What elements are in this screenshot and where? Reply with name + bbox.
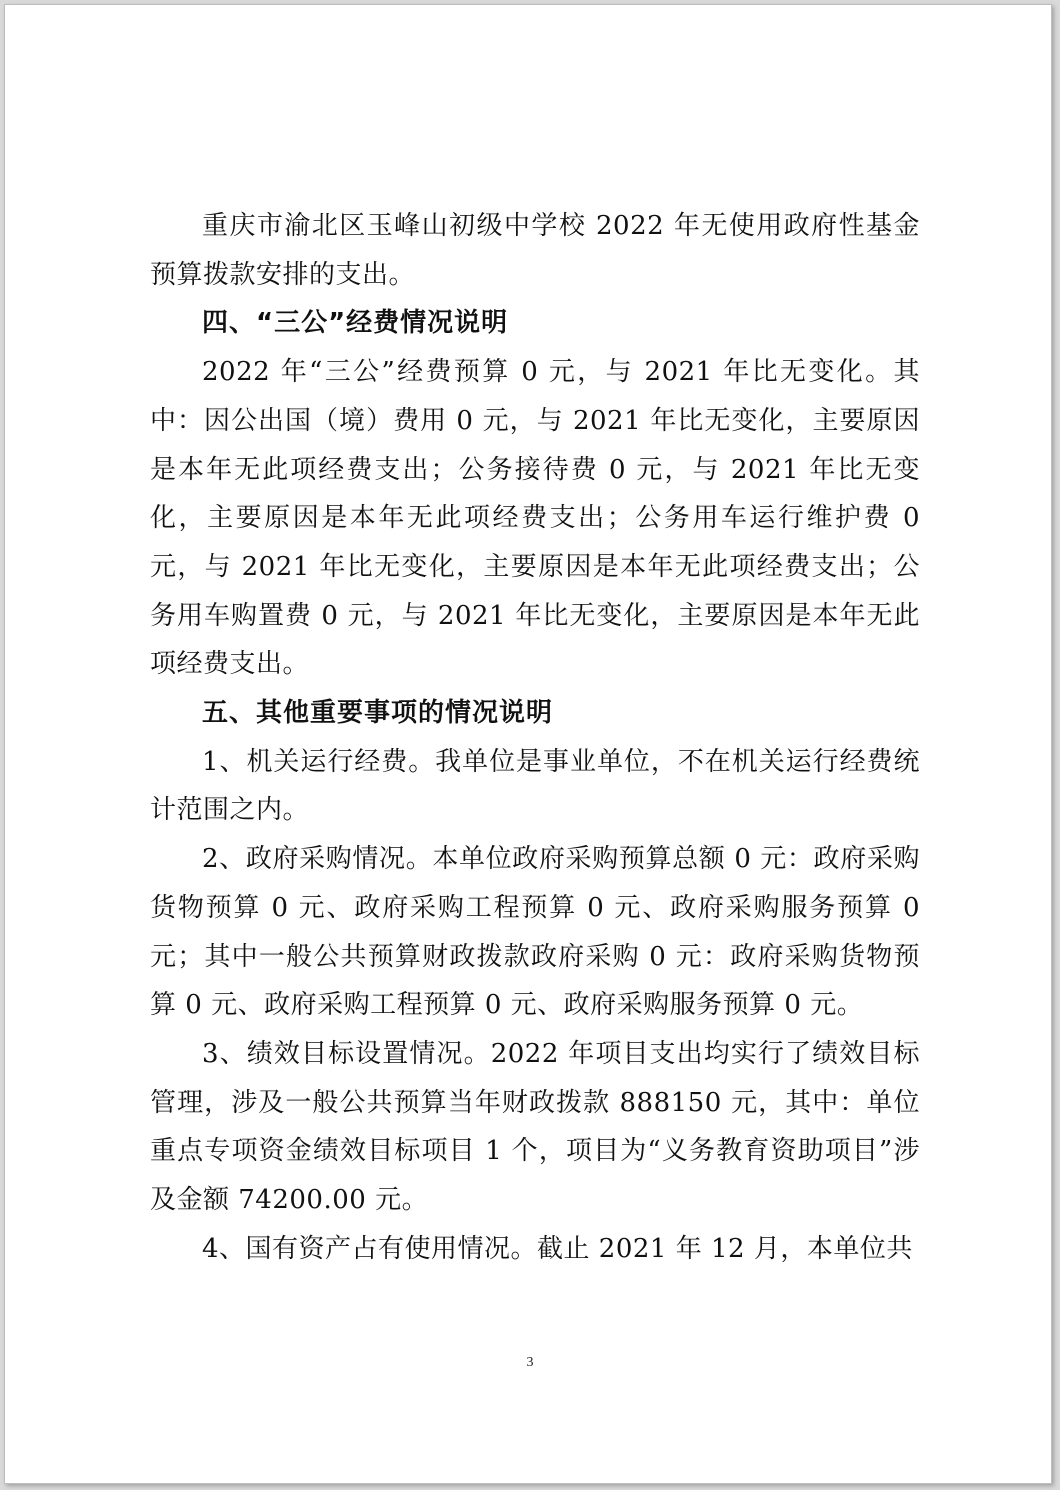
heading-other-matters: 五、其他重要事项的情况说明 xyxy=(202,698,554,729)
paragraph-procurement: 2、政府采购情况。本单位政府采购预算总额 0 元：政府采购货物预算 0 元、政府采购工程预算 0 元、政府采购服务预算 0 元；其中一般公共预算财政拨款政府采购 0 元：政府采购货物预算 0 元、政府采购工程预算 0 元、政府采购服务预算 0 元。 xyxy=(150,844,920,1021)
paragraph-fund-budget: 重庆市渝北区玉峰山初级中学校 2022 年无使用政府性基金预算拨款安排的支出。 xyxy=(150,211,920,290)
page-number: 3 xyxy=(526,1355,534,1370)
document-body xyxy=(150,202,920,1273)
paragraph-performance-goals: 3、绩效目标设置情况。2022 年项目支出均实行了绩效目标管理，涉及一般公共预算当年财政拨款 888150 元，其中：单位重点专项资金绩效目标项目 1 个，项目为“义务教育资助项目”涉及金额 74200.00 元。 xyxy=(150,1038,920,1216)
paragraph-operating-funds: 1、机关运行经费。我单位是事业单位，不在机关运行经费统计范围之内。 xyxy=(150,746,920,826)
paragraph-state-assets: 4、国有资产占有使用情况。截止 2021 年 12 月，本单位共 xyxy=(202,1233,913,1264)
heading-three-public-funds: 四、“三公”经费情况说明 xyxy=(202,308,509,339)
paragraph-three-public-funds: 2022 年“三公”经费预算 0 元，与 2021 年比无变化。其中：因公出国（境）费用 0 元，与 2021 年比无变化，主要原因是本年无此项经费支出；公务接待费 0 元，与 2021 年比无变化，主要原因是本年无此项经费支出；公务用车运行维护费 0 元，与 2021 年比无变化，主要原因是本年无此项经费支出；公务用车购置费 0 元，与 2021 年比无变化，主要原因是本年无此项经费支出。 xyxy=(150,357,920,680)
